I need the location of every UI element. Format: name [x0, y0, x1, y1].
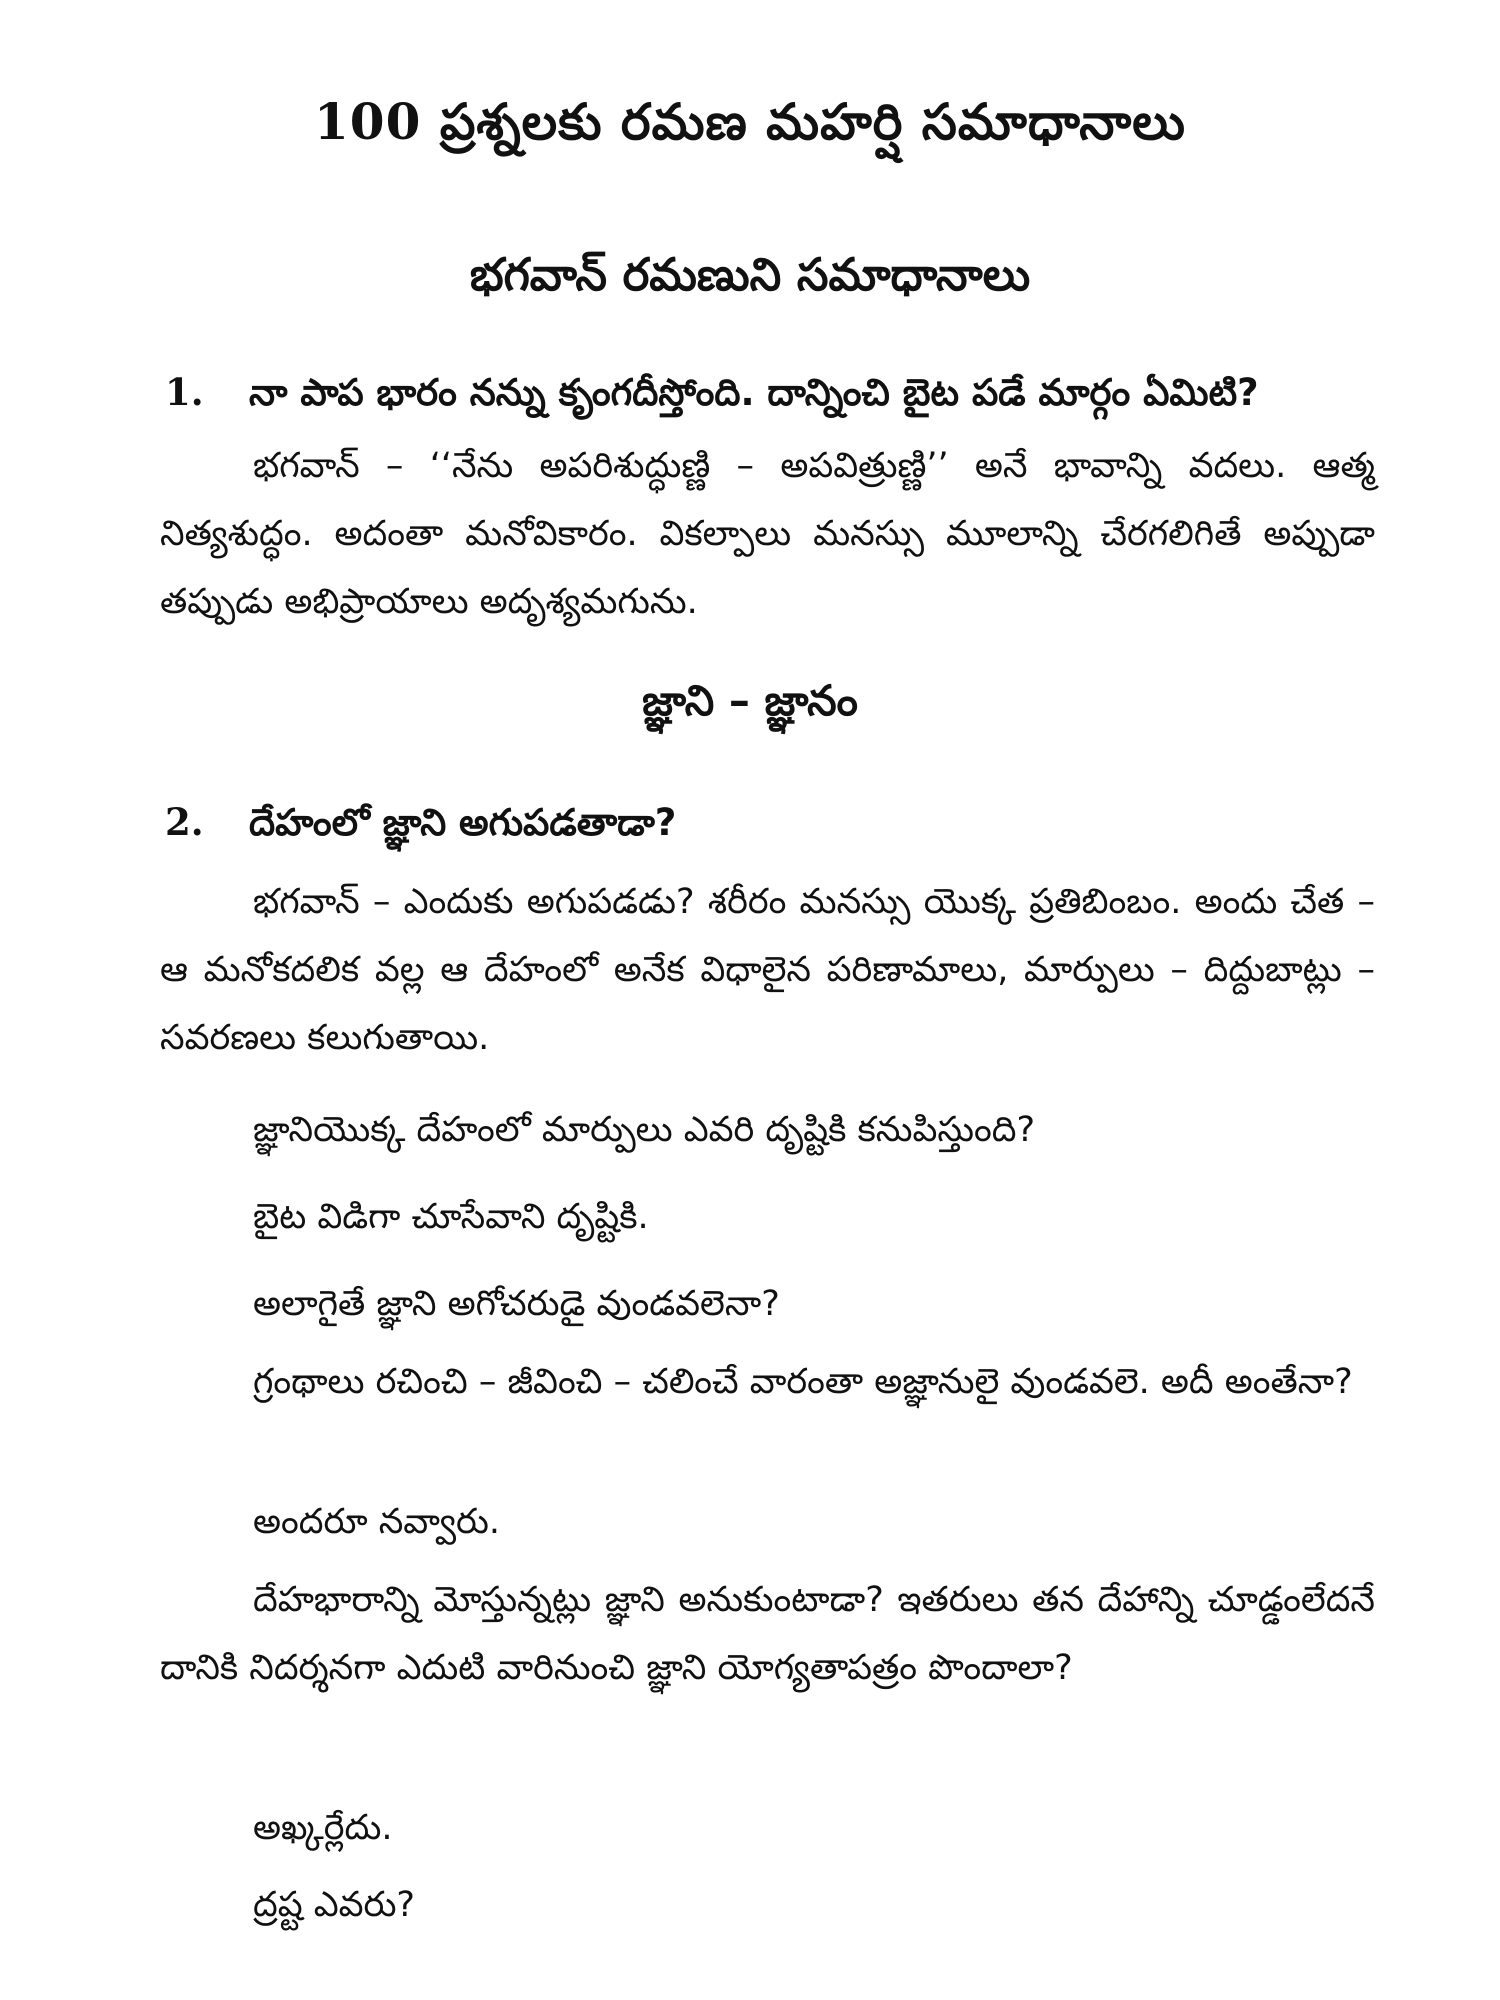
question-1-text: నా పాప భారం నన్ను కృంగదీస్తోంది. దాన్నించి బైట పడే మార్గం ఏమిటి? [249, 371, 1259, 414]
dialogue-line-1: జ్ఞానియొక్క దేహంలో మార్పులు ఎవరి దృష్టికి కనుపిస్తుంది? [253, 1110, 1036, 1150]
question-1 [165, 370, 1259, 423]
question-2 [165, 800, 676, 853]
dialogue-line-8: ద్రష్ట ఎవరు? [253, 1885, 416, 1925]
answer-1: భగవాన్ – ‘‘నేను అపరిశుద్ధుణ్ణి – అపవిత్రుణ్ణి’’ అనే భావాన్ని వదలు. ఆత్మ నిత్యశుద్ధం. అదంతా మనోవికారం. వికల్పాలు మనస్సు మూలాన్ని చేరగలిగితే అప్పుడా తప్పుడు అభిప్రాయాలు అదృశ్యమగును. [160, 446, 1375, 622]
dialogue-line-2: బైట విడిగా చూసేవాని దృష్టికి. [253, 1197, 649, 1237]
section-heading: జ్ఞాని – జ్ఞానం [642, 676, 858, 725]
question-2-text: దేహంలో జ్ఞాని అగుపడతాడా? [249, 801, 677, 844]
question-1-number: 1. [165, 370, 204, 414]
dialogue-line-3: అలాగైతే జ్ఞాని అగోచరుడై వుండవలెనా? [253, 1284, 780, 1324]
title-number: 100 [314, 92, 422, 151]
dialogue-paragraph-6: దేహభారాన్ని మోస్తున్నట్లు జ్ఞాని అనుకుంటాడా? ఇతరులు తన దేహాన్ని చూడ్డంలేదనే దానికి నిదర్శనగా ఎదుటి వారినుంచి జ్ఞాని యోగ్యతాపత్రం పొందాలా? [160, 1580, 1375, 1688]
page-subtitle: భగవాన్ రమణుని సమాధానాలు [469, 248, 1031, 301]
question-2-number: 2. [165, 800, 204, 844]
dialogue-paragraph-4: గ్రంథాలు రచించి – జీవించి – చలించే వారంతా అజ్ఞానులై వుండవలె. అదీ అంతేనా? [253, 1362, 1353, 1402]
page-title [0, 92, 1500, 164]
answer-2: భగవాన్ – ఎందుకు అగుపడడు? శరీరం మనస్సు యొక్క ప్రతిబింబం. అందు చేత – ఆ మనోకదలిక వల్ల ఆ దేహంలో అనేక విధాలైన పరిణామాలు, మార్పులు – దిద్దుబాట్లు – సవరణలు కలుగుతాయి. [160, 882, 1375, 1058]
dialogue-line-7: అఖ్కర్లేదు. [253, 1808, 393, 1848]
dialogue-line-5: అందరూ నవ్వారు. [253, 1502, 500, 1542]
title-text: ప్రశ్నలకు రమణ మహర్షి సమాధానాలు [439, 93, 1186, 151]
